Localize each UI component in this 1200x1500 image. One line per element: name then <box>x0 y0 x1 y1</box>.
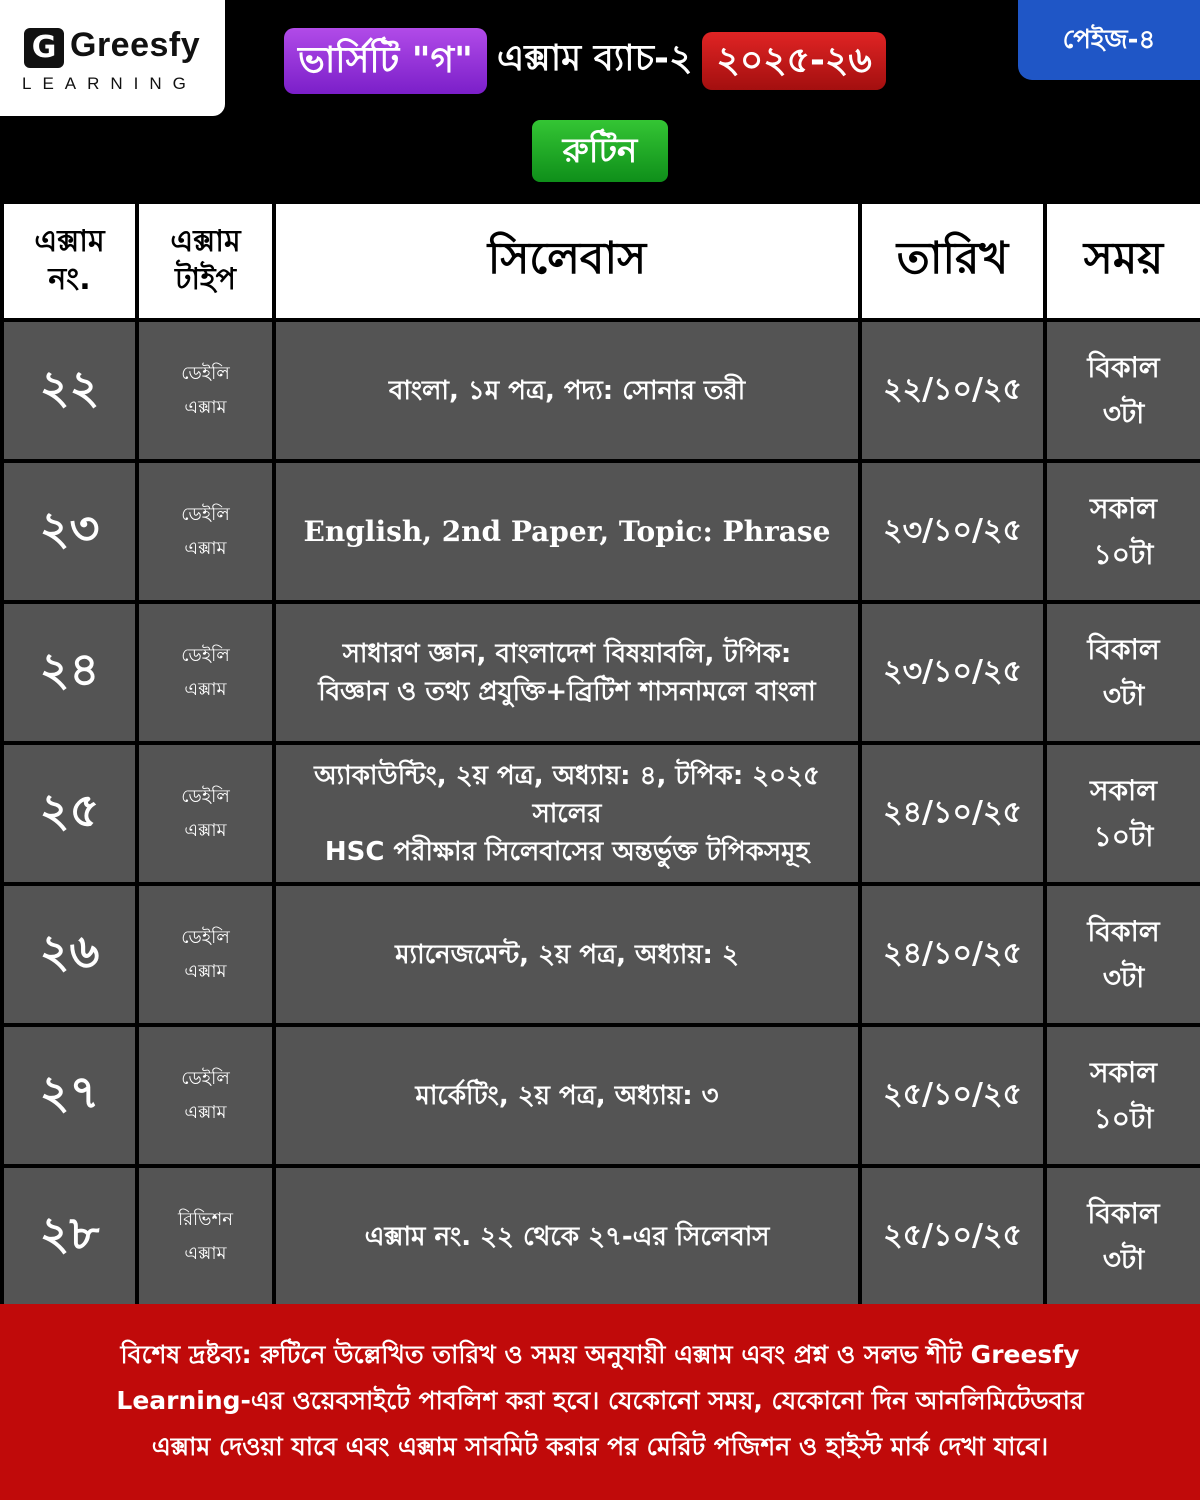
header <box>0 0 1200 200</box>
time-cell: সকাল ১০টা <box>1045 743 1200 884</box>
syllabus-cell: এক্সাম নং. ২২ থেকে ২৭-এর সিলেবাস <box>274 1166 860 1307</box>
syllabus-cell: English, 2nd Paper, Topic: Phrase <box>274 461 860 602</box>
date-cell: ২২/১০/২৫ <box>860 320 1045 461</box>
syllabus-cell: অ্যাকাউন্টিং, ২য় পত্র, অধ্যায়: ৪, টপিক: ২০২৫ সালের HSC পরীক্ষার সিলেবাসের অন্তর্ভুক্ত টপিকসমূহ <box>274 743 860 884</box>
exam-type-cell: ডেইলি এক্সাম <box>137 1025 274 1166</box>
routine-label: রুটিন <box>532 120 668 182</box>
batch-title: এক্সাম ব্যাচ-২ <box>496 38 693 79</box>
exam-no-cell: ২২ <box>2 320 137 461</box>
table-row <box>2 884 1200 1025</box>
date-cell: ২৩/১০/২৫ <box>860 461 1045 602</box>
footer-line: বিশেষ দ্রষ্টব্য: রুটিনে উল্লেখিত তারিখ ও সময় অনুযায়ী এক্সাম এবং প্রশ্ন ও সলভ শীট Greesfy <box>120 1340 1080 1369</box>
exam-type-cell: ডেইলি এক্সাম <box>137 461 274 602</box>
exam-type-cell: ডেইলি এক্সাম <box>137 884 274 1025</box>
syllabus-cell: মার্কেটিং, ২য় পত্র, অধ্যায়: ৩ <box>274 1025 860 1166</box>
session-badge: ২০২৫-২৬ <box>702 32 885 90</box>
table-row <box>2 461 1200 602</box>
exam-type-cell: রিভিশন এক্সাম <box>137 1166 274 1307</box>
routine-table <box>0 200 1200 1309</box>
time-cell: সকাল ১০টা <box>1045 1025 1200 1166</box>
table-row <box>2 743 1200 884</box>
date-cell: ২৪/১০/২৫ <box>860 884 1045 1025</box>
header-exam-type: এক্সাম টাইপ <box>137 202 274 320</box>
date-cell: ২৪/১০/২৫ <box>860 743 1045 884</box>
logo-mark-icon: G <box>24 28 64 68</box>
logo-subtitle: LEARNING <box>22 74 197 93</box>
date-cell: ২৫/১০/২৫ <box>860 1166 1045 1307</box>
time-cell: বিকাল ৩টা <box>1045 320 1200 461</box>
syllabus-cell: ম্যানেজমেন্ট, ২য় পত্র, অধ্যায়: ২ <box>274 884 860 1025</box>
exam-no-cell: ২৪ <box>2 602 137 743</box>
time-cell: বিকাল ৩টা <box>1045 1166 1200 1307</box>
date-cell: ২৫/১০/২৫ <box>860 1025 1045 1166</box>
exam-no-cell: ২৮ <box>2 1166 137 1307</box>
exam-type-cell: ডেইলি এক্সাম <box>137 743 274 884</box>
time-cell: বিকাল ৩টা <box>1045 602 1200 743</box>
exam-no-cell: ২৬ <box>2 884 137 1025</box>
exam-type-cell: ডেইলি এক্সাম <box>137 602 274 743</box>
footer-line: Learning-এর ওয়েবসাইটে পাবলিশ করা হবে। যেকোনো সময়, যেকোনো দিন আনলিমিটেডবার <box>116 1386 1084 1415</box>
logo-name: Greesfy <box>70 26 201 64</box>
table-row <box>2 602 1200 743</box>
header-time: সময় <box>1045 202 1200 320</box>
footer-note <box>0 1304 1200 1500</box>
logo <box>0 0 225 116</box>
time-cell: সকাল ১০টা <box>1045 461 1200 602</box>
syllabus-cell: সাধারণ জ্ঞান, বাংলাদেশ বিষয়াবলি, টপিক: বিজ্ঞান ও তথ্য প্রযুক্তি+ব্রিটিশ শাসনামলে বাংলা <box>274 602 860 743</box>
header-syllabus: সিলেবাস <box>274 202 860 320</box>
table-header-row <box>2 202 1200 320</box>
footer-line: এক্সাম দেওয়া যাবে এবং এক্সাম সাবমিট করার পর মেরিট পজিশন ও হাইস্ট মার্ক দেখা যাবে। <box>151 1432 1049 1461</box>
exam-no-cell: ২৭ <box>2 1025 137 1166</box>
time-cell: বিকাল ৩টা <box>1045 884 1200 1025</box>
date-cell: ২৩/১০/২৫ <box>860 602 1045 743</box>
page-number-badge: পেইজ-৪ <box>1018 0 1200 80</box>
table-row <box>2 1166 1200 1307</box>
header-exam-no: এক্সাম নং. <box>2 202 137 320</box>
table-row <box>2 1025 1200 1166</box>
syllabus-cell: বাংলা, ১ম পত্র, পদ্য: সোনার তরী <box>274 320 860 461</box>
header-date: তারিখ <box>860 202 1045 320</box>
page-title <box>284 28 886 94</box>
exam-type-cell: ডেইলি এক্সাম <box>137 320 274 461</box>
varsity-badge: ভার্সিটি "গ" <box>284 28 487 94</box>
exam-no-cell: ২৩ <box>2 461 137 602</box>
exam-no-cell: ২৫ <box>2 743 137 884</box>
table-row <box>2 320 1200 461</box>
